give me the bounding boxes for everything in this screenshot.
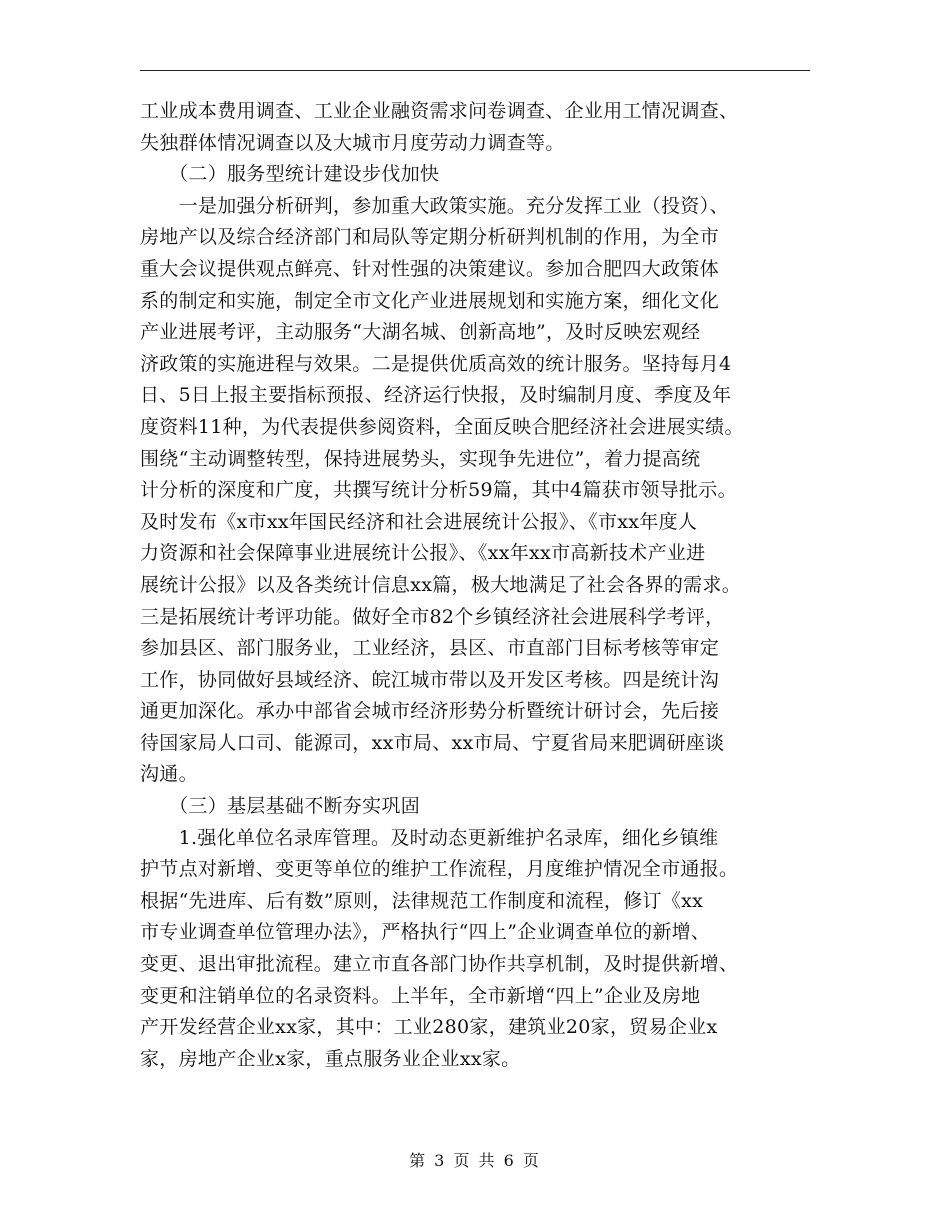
text-line: 工业成本费用调查、工业企业融资需求问卷调查、企业用工情况调查、 bbox=[140, 100, 739, 122]
text-line: 一是加强分析研判，参加重大政策实施。充分发挥工业（投资）、 bbox=[140, 194, 729, 217]
text-line: 三是拓展统计考评功能。做好全市82个乡镇经济社会进展科学考评， bbox=[140, 605, 725, 628]
text-line: 产业进展考评，主动服务“大湖名城、创新高地”，及时反映宏观经 bbox=[140, 321, 701, 344]
text-line: 待国家局人口司、能源司，xx市局、xx市局、宁夏省局来肥调研座谈 bbox=[140, 731, 725, 754]
text-line: 家，房地产企业x家，重点服务业企业xx家。 bbox=[140, 1047, 521, 1070]
text-line: 展统计公报》以及各类统计信息xx篇，极大地满足了社会各界的需求。 bbox=[140, 573, 742, 596]
text-line: 变更、退出审批流程。建立市直各部门协作共享机制，及时提供新增、 bbox=[140, 953, 739, 976]
text-line: 济政策的实施进程与效果。二是提供优质高效的统计服务。坚持每月4 bbox=[140, 352, 732, 375]
text-line: 及时发布《x市xx年国民经济和社会进展统计公报》、《市xx年度人 bbox=[140, 510, 698, 533]
section-heading: （三）基层基础不断夯实巩固 bbox=[140, 795, 421, 818]
text-line: 围绕“主动调整转型，保持进展势头，实现争先进位”，着力提高统 bbox=[140, 447, 701, 470]
text-line: 根据“先进库、后有数”原则，法律规范工作制度和流程，修订《xx bbox=[140, 889, 704, 912]
text-line: 通更加深化。承办中部省会城市经济形势分析暨统计研讨会，先后接 bbox=[140, 700, 720, 723]
page-footer: 第 3 页 共 6 页 bbox=[409, 1151, 541, 1170]
text-line: 房地产以及综合经济部门和局队等定期分析研判机制的作用，为全市 bbox=[140, 226, 720, 249]
header-rule bbox=[140, 70, 810, 71]
text-line: 重大会议提供观点鲜亮、针对性强的决策建议。参加合肥四大政策体 bbox=[140, 257, 720, 280]
text-line: 参加县区、部门服务业，工业经济，县区、市直部门目标考核等审定 bbox=[140, 637, 720, 660]
document-body bbox=[140, 96, 812, 1075]
text-line: 力资源和社会保障事业进展统计公报》、《xx年xx市高新技术产业进 bbox=[140, 542, 706, 565]
text-line: 市专业调查单位管理办法》，严格执行“四上”企业调查单位的新增、 bbox=[140, 921, 711, 944]
text-line: 变更和注销单位的名录资料。上半年，全市新增“四上”企业及房地 bbox=[140, 984, 701, 1007]
text-line: 日、5日上报主要指标预报、经济运行快报，及时编制月度、季度及年 bbox=[140, 384, 732, 407]
text-line: 产开发经营企业xx家，其中：工业280家，建筑业20家，贸易企业x bbox=[140, 1016, 718, 1039]
text-line: 计分析的深度和广度，共撰写统计分析59篇，其中4篇获市领导批示。 bbox=[140, 479, 737, 502]
section-heading: （二）服务型统计建设步伐加快 bbox=[140, 163, 440, 186]
text-line: 系的制定和实施，制定全市文化产业进展规划和实施方案，细化文化 bbox=[140, 289, 720, 312]
text-line: 沟通。 bbox=[140, 763, 198, 786]
text-line: 度资料11种，为代表提供参阅资料，全面反映合肥经济社会进展实绩。 bbox=[140, 415, 744, 438]
text-line: 失独群体情况调查以及大城市月度劳动力调查等。 bbox=[140, 131, 565, 154]
text-line: 护节点对新增、变更等单位的维护工作流程，月度维护情况全市通报。 bbox=[140, 858, 739, 881]
text-line: 工作，协同做好县域经济、皖江城市带以及开发区考核。四是统计沟 bbox=[140, 668, 720, 691]
text-line: 1.强化单位名录库管理。及时动态更新维护名录库，细化乡镇维 bbox=[140, 826, 719, 849]
